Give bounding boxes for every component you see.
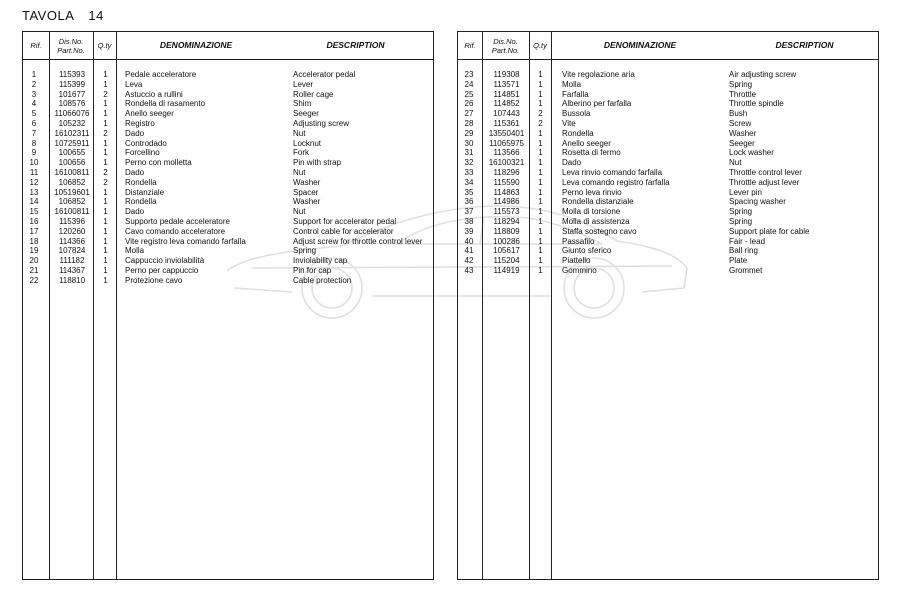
rif-cell: 10 <box>29 158 39 168</box>
rif-cell: 17 <box>29 226 39 236</box>
english-description-cell: Cable protection <box>293 275 352 285</box>
rif-cell: 23 <box>464 70 474 79</box>
english-description-cell: Adjusting screw <box>293 119 350 128</box>
part-number-cell: 115573 <box>493 207 520 217</box>
english-description-cell: Washer <box>293 197 321 207</box>
part-number-cell: 11066076 <box>54 109 90 119</box>
table-row <box>458 119 878 129</box>
italian-name-cell: Molla <box>125 246 145 256</box>
header-description: DESCRIPTION <box>775 40 834 50</box>
english-description-cell: Throttle adjust lever <box>729 177 800 187</box>
english-description-cell: Support for accelerator pedal <box>293 217 397 226</box>
rif-cell: 8 <box>31 138 37 148</box>
part-number-cell: 119308 <box>493 70 520 79</box>
english-description-cell: Throttle spindle <box>729 99 784 109</box>
quantity-cell: 1 <box>103 266 108 275</box>
italian-name-cell: Vite regolazione aria <box>562 70 635 79</box>
table-row <box>458 266 878 276</box>
parts-table-left <box>22 31 434 580</box>
rif-cell: 40 <box>464 236 474 246</box>
rif-cell: 25 <box>464 89 474 99</box>
quantity-cell: 1 <box>538 236 543 246</box>
part-number-cell: 13550401 <box>488 128 525 138</box>
part-number-cell: 115590 <box>493 177 520 187</box>
italian-name-cell: Alberino per farfalla <box>562 99 632 109</box>
quantity-cell: 1 <box>103 148 108 158</box>
italian-name-cell: Pedale acceleratore <box>125 70 197 79</box>
english-description-cell: Ball ring <box>729 246 758 256</box>
rif-cell: 29 <box>464 128 474 138</box>
table-row <box>458 80 878 90</box>
part-number-cell: 107443 <box>493 109 520 119</box>
part-number-cell: 100655 <box>58 148 86 158</box>
table-row <box>23 227 433 237</box>
quantity-cell: 1 <box>103 207 108 217</box>
rif-cell: 4 <box>31 99 37 109</box>
table-row <box>23 237 433 247</box>
rif-cell: 37 <box>464 207 474 217</box>
part-number-cell: 16100321 <box>488 158 525 168</box>
quantity-cell: 1 <box>538 79 543 89</box>
english-description-cell: Adjust screw for throttle control lever <box>293 236 423 246</box>
table-row <box>458 256 878 266</box>
rif-cell: 18 <box>29 236 39 246</box>
english-description-cell: Plate <box>729 256 748 266</box>
table-row <box>458 139 878 149</box>
table-row <box>23 246 433 256</box>
english-description-cell: Seeger <box>293 109 319 119</box>
part-number-cell: 118809 <box>493 226 520 236</box>
italian-name-cell: Bussola <box>562 109 591 119</box>
header-qty: Q.ty <box>533 41 547 50</box>
italian-name-cell: Astuccio a rullini <box>125 89 183 99</box>
rif-cell: 30 <box>464 138 474 148</box>
table-row <box>23 99 433 109</box>
italian-name-cell: Controdado <box>125 138 167 148</box>
quantity-cell: 1 <box>538 256 543 266</box>
part-number-cell: 101677 <box>58 89 86 99</box>
rif-cell: 2 <box>31 79 37 89</box>
english-description-cell: Nut <box>729 158 742 168</box>
quantity-cell: 1 <box>103 70 108 79</box>
table-row <box>23 158 433 168</box>
part-number-cell: 108576 <box>58 99 86 109</box>
italian-name-cell: Protezione cavo <box>125 275 183 285</box>
english-description-cell: Bush <box>729 109 748 119</box>
italian-name-cell: Rondella di rasamento <box>125 99 206 109</box>
quantity-cell: 1 <box>538 187 543 197</box>
english-description-cell: Pin for cap <box>293 266 332 275</box>
quantity-cell: 1 <box>103 109 108 119</box>
table-row <box>458 90 878 100</box>
rif-cell: 21 <box>29 266 39 275</box>
english-description-cell: Shim <box>293 99 312 109</box>
table-row <box>23 256 433 266</box>
quantity-cell: 1 <box>538 138 543 148</box>
part-number-cell: 114851 <box>493 89 520 99</box>
rif-cell: 26 <box>464 99 474 109</box>
part-number-cell: 10725911 <box>54 138 90 148</box>
quantity-cell: 1 <box>538 148 543 158</box>
part-number-cell: 115204 <box>493 256 520 266</box>
italian-name-cell: Molla di torsione <box>562 207 621 217</box>
quantity-cell: 1 <box>538 207 543 217</box>
table-row <box>23 207 433 217</box>
part-number-cell: 107824 <box>58 246 86 256</box>
italian-name-cell: Gommino <box>562 266 597 275</box>
header-rif: Rif. <box>464 41 476 50</box>
part-number-cell: 100656 <box>58 158 86 168</box>
quantity-cell: 2 <box>538 119 543 128</box>
part-number-cell: 16100811 <box>54 207 90 217</box>
english-description-cell: Seeger <box>729 138 755 148</box>
table-row <box>23 80 433 90</box>
english-description-cell: Spacing washer <box>729 197 786 207</box>
italian-name-cell: Vite registro leva comando farfalla <box>125 236 246 246</box>
part-number-cell: 115399 <box>58 79 86 89</box>
rif-cell: 22 <box>29 275 39 285</box>
italian-name-cell: Leva rinvio comando farfalla <box>562 168 663 177</box>
english-description-cell: Throttle control lever <box>729 168 802 177</box>
table-row <box>23 70 433 80</box>
table-row <box>23 217 433 227</box>
italian-name-cell: Piattello <box>562 256 591 266</box>
english-description-cell: Grommet <box>729 266 763 275</box>
rif-cell: 35 <box>464 187 474 197</box>
quantity-cell: 1 <box>103 226 108 236</box>
part-number-cell: 115396 <box>58 217 86 226</box>
english-description-cell: Spring <box>729 207 753 217</box>
part-number-cell: 114863 <box>493 187 520 197</box>
rif-cell: 16 <box>29 217 39 226</box>
english-description-cell: Locknut <box>293 138 322 148</box>
table-row <box>458 178 878 188</box>
page-title <box>22 8 104 23</box>
part-number-cell: 10519601 <box>54 187 90 197</box>
italian-name-cell: Leva comando registro farfalla <box>562 177 670 187</box>
table-row <box>458 70 878 80</box>
quantity-cell: 1 <box>103 99 108 109</box>
rif-cell: 12 <box>29 177 39 187</box>
table-row <box>23 276 433 286</box>
part-number-cell: 115393 <box>58 70 86 79</box>
rif-cell: 15 <box>29 207 39 217</box>
part-number-cell: 105617 <box>493 246 520 256</box>
quantity-cell: 1 <box>538 168 543 177</box>
italian-name-cell: Rondella <box>125 197 157 207</box>
quantity-cell: 1 <box>538 70 543 79</box>
table-row <box>23 148 433 158</box>
table-row <box>458 246 878 256</box>
english-description-cell: Air adjusting screw <box>729 70 797 79</box>
parts-table-right <box>457 31 879 580</box>
english-description-cell: Lock washer <box>729 148 774 158</box>
part-number-cell: 16102311 <box>54 128 90 138</box>
part-number-cell: 114367 <box>58 266 86 275</box>
table-row <box>458 227 878 237</box>
italian-name-cell: Dado <box>125 128 145 138</box>
quantity-cell: 1 <box>538 266 543 275</box>
italian-name-cell: Dado <box>125 168 145 177</box>
quantity-cell: 1 <box>103 79 108 89</box>
part-number-cell: 115361 <box>493 119 520 128</box>
italian-name-cell: Registro <box>125 119 155 128</box>
table-row <box>23 197 433 207</box>
english-description-cell: Inviolability cap <box>293 256 348 266</box>
english-description-cell: Lever pin <box>729 187 762 197</box>
quantity-cell: 1 <box>538 177 543 187</box>
part-number-cell: 113566 <box>493 148 520 158</box>
italian-name-cell: Anello seeger <box>125 109 174 119</box>
quantity-cell: 1 <box>538 226 543 236</box>
rif-cell: 3 <box>31 89 37 99</box>
english-description-cell: Nut <box>293 207 306 217</box>
italian-name-cell: Molla di assistenza <box>562 217 630 226</box>
quantity-cell: 1 <box>103 138 108 148</box>
english-description-cell: Spacer <box>293 187 319 197</box>
table-row <box>458 109 878 119</box>
italian-name-cell: Cavo comando acceleratore <box>125 226 226 236</box>
english-description-cell: Accelerator pedal <box>293 70 356 79</box>
part-number-cell: 118810 <box>58 275 86 285</box>
page-number: 14 <box>88 8 104 23</box>
english-description-cell: Spring <box>729 217 753 226</box>
italian-name-cell: Staffa sostegno cavo <box>562 226 637 236</box>
part-number-cell: 106852 <box>58 197 86 207</box>
table-row <box>23 266 433 276</box>
english-description-cell: Support plate for cable <box>729 226 810 236</box>
table-row <box>458 197 878 207</box>
rif-cell: 41 <box>464 246 474 256</box>
rif-cell: 19 <box>29 246 39 256</box>
english-description-cell: Washer <box>293 177 321 187</box>
table-row <box>458 188 878 198</box>
quantity-cell: 1 <box>538 99 543 109</box>
italian-name-cell: Vite <box>562 119 576 128</box>
table-row <box>458 158 878 168</box>
english-description-cell: Control cable for accelerator <box>293 226 394 236</box>
rif-cell: 14 <box>29 197 39 207</box>
header-qty: Q.ty <box>97 41 112 50</box>
quantity-cell: 1 <box>103 158 108 168</box>
part-number-cell: 100286 <box>493 236 520 246</box>
part-number-cell: 11065975 <box>489 138 524 148</box>
english-description-cell: Washer <box>729 128 757 138</box>
part-number-cell: 114986 <box>493 197 520 207</box>
table-row <box>458 99 878 109</box>
quantity-cell: 1 <box>538 89 543 99</box>
rif-cell: 24 <box>464 79 474 89</box>
quantity-cell: 1 <box>538 217 543 226</box>
italian-name-cell: Molla <box>562 79 582 89</box>
rif-cell: 11 <box>29 168 39 177</box>
table-row <box>23 188 433 198</box>
italian-name-cell: Passafilo <box>562 236 595 246</box>
italian-name-cell: Perno leva rinvio <box>562 187 622 197</box>
part-number-cell: 113571 <box>493 79 520 89</box>
table-row <box>458 129 878 139</box>
quantity-cell: 1 <box>538 246 543 256</box>
english-description-cell: Roller cage <box>293 89 334 99</box>
part-number-cell: 105232 <box>58 119 86 128</box>
rif-cell: 5 <box>31 109 37 119</box>
rif-cell: 36 <box>464 197 474 207</box>
part-number-cell: 114852 <box>493 99 520 109</box>
table-row <box>23 129 433 139</box>
english-description-cell: Nut <box>293 128 306 138</box>
page-title-label: TAVOLA <box>22 8 75 23</box>
italian-name-cell: Giunto sferico <box>562 246 612 256</box>
italian-name-cell: Anello seeger <box>562 138 611 148</box>
italian-name-cell: Rondella <box>125 177 157 187</box>
part-number-cell: 16100811 <box>54 168 90 177</box>
table-row <box>23 109 433 119</box>
header-description: DESCRIPTION <box>326 40 385 50</box>
rif-cell: 9 <box>31 148 37 158</box>
part-number-cell: 118294 <box>493 217 520 226</box>
part-number-cell: 118296 <box>493 168 520 177</box>
table-row <box>23 119 433 129</box>
header-denominazione: DENOMINAZIONE <box>159 40 233 50</box>
header-rif: Rif. <box>30 41 42 50</box>
quantity-cell: 1 <box>538 128 543 138</box>
italian-name-cell: Forcellino <box>125 148 160 158</box>
header-part-no: Dis.No. Part.No. <box>491 36 520 55</box>
rif-cell: 38 <box>464 217 474 226</box>
quantity-cell: 1 <box>103 197 108 207</box>
italian-name-cell: Rondella <box>562 128 594 138</box>
table-row <box>23 90 433 100</box>
table-row <box>458 168 878 178</box>
table-row <box>23 178 433 188</box>
header-part-no: Dis.No. Part.No. <box>57 36 85 55</box>
rif-cell: 33 <box>464 168 474 177</box>
table-row <box>458 207 878 217</box>
rif-cell: 20 <box>29 256 39 266</box>
english-description-cell: Pin with strap <box>293 158 342 168</box>
quantity-cell: 1 <box>538 158 543 168</box>
rif-cell: 43 <box>464 266 474 275</box>
rif-cell: 13 <box>29 187 39 197</box>
italian-name-cell: Rondella distanziale <box>562 197 634 207</box>
quantity-cell: 1 <box>103 187 108 197</box>
english-description-cell: Screw <box>729 119 752 128</box>
quantity-cell: 1 <box>103 256 108 266</box>
part-number-cell: 111182 <box>59 256 85 266</box>
rif-cell: 7 <box>31 128 37 138</box>
italian-name-cell: Supporto pedale acceleratore <box>125 217 230 226</box>
rif-cell: 31 <box>464 148 474 158</box>
quantity-cell: 2 <box>103 89 108 99</box>
table-row <box>458 217 878 227</box>
english-description-cell: Spring <box>293 246 317 256</box>
rif-cell: 39 <box>464 226 474 236</box>
english-description-cell: Fork <box>293 148 309 158</box>
italian-name-cell: Perno con molletta <box>125 158 192 168</box>
italian-name-cell: Dado <box>562 158 582 168</box>
table-row <box>458 148 878 158</box>
quantity-cell: 2 <box>103 177 108 187</box>
rif-cell: 27 <box>464 109 474 119</box>
italian-name-cell: Rosetta di fermo <box>562 148 621 158</box>
rif-cell: 34 <box>464 177 474 187</box>
italian-name-cell: Leva <box>125 79 143 89</box>
part-number-cell: 120260 <box>58 226 86 236</box>
italian-name-cell: Distanziale <box>125 187 165 197</box>
quantity-cell: 1 <box>103 217 108 226</box>
english-description-cell: Spring <box>729 79 753 89</box>
english-description-cell: Throttle <box>729 89 757 99</box>
italian-name-cell: Dado <box>125 207 145 217</box>
english-description-cell: Nut <box>293 168 306 177</box>
table-row <box>23 168 433 178</box>
quantity-cell: 2 <box>103 168 108 177</box>
quantity-cell: 1 <box>103 236 108 246</box>
table-row <box>23 139 433 149</box>
part-number-cell: 114366 <box>58 236 86 246</box>
italian-name-cell: Cappuccio inviolabilità <box>125 256 205 266</box>
rif-cell: 1 <box>31 70 37 79</box>
quantity-cell: 1 <box>103 119 108 128</box>
rif-cell: 42 <box>464 256 474 266</box>
table-row <box>458 237 878 247</box>
english-description-cell: Lever <box>293 79 314 89</box>
part-number-cell: 114919 <box>493 266 520 275</box>
quantity-cell: 2 <box>103 128 108 138</box>
italian-name-cell: Perno per cappuccio <box>125 266 199 275</box>
rif-cell: 28 <box>464 119 474 128</box>
rif-cell: 6 <box>31 119 37 128</box>
quantity-cell: 1 <box>538 197 543 207</box>
header-denominazione: DENOMINAZIONE <box>603 40 677 50</box>
rif-cell: 32 <box>464 158 474 168</box>
english-description-cell: Fair - lead <box>729 236 766 246</box>
italian-name-cell: Farfalla <box>562 89 589 99</box>
quantity-cell: 1 <box>103 275 108 285</box>
part-number-cell: 106852 <box>58 177 86 187</box>
quantity-cell: 1 <box>103 246 108 256</box>
quantity-cell: 2 <box>538 109 543 119</box>
